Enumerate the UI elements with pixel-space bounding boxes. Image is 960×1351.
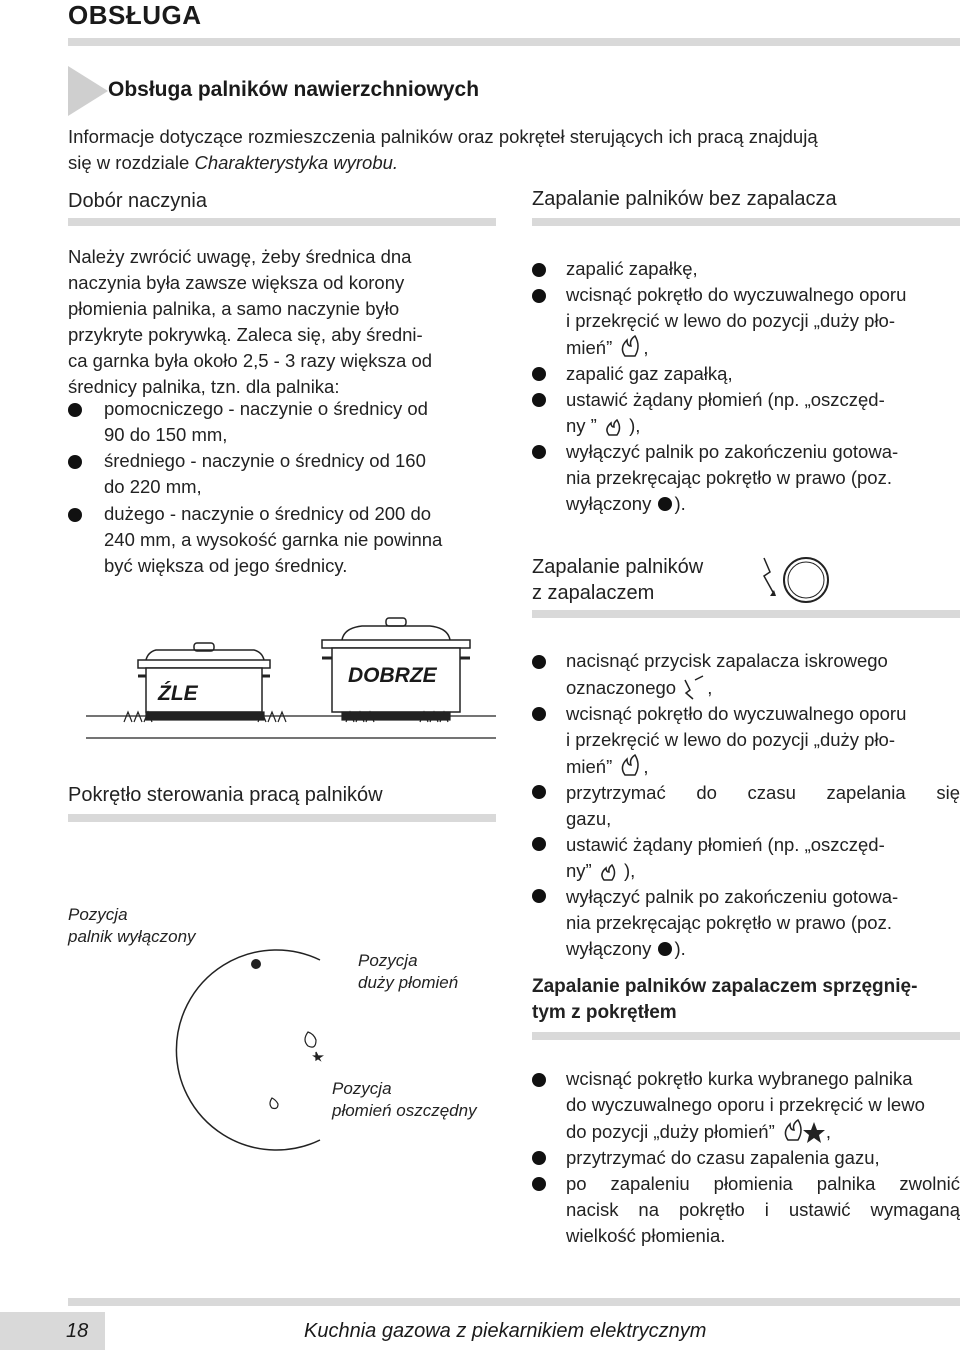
- left-bullet-3: dużego - naczynie o średnicy od 200 do 240 mm, a wysokość garnka nie powinna być większa od jego średnicy.: [104, 503, 443, 576]
- pot-comparison-illustration: [86, 612, 506, 748]
- header-rule: [68, 38, 960, 46]
- knob-heading: Pokrętło sterowania pracą palników: [68, 784, 383, 806]
- footer-bar: [68, 1298, 960, 1306]
- footer-page-box: [0, 1312, 105, 1350]
- flames-left-icon: [124, 712, 286, 722]
- bullet-dot: [532, 263, 546, 277]
- large-flame-star-icon: [305, 1032, 322, 1060]
- bullet-dot: [532, 393, 546, 407]
- section-triangle-icon: [68, 66, 108, 116]
- right-heading-3-rule: [532, 1032, 960, 1040]
- knob-off-label: Pozycja palnik wyłączony: [68, 905, 196, 946]
- bullet-dot: [532, 1177, 546, 1191]
- large-flame-icon: [617, 753, 643, 779]
- small-flame-icon: [597, 861, 619, 883]
- right-heading-2: Zapalanie palników z zapalaczem: [532, 556, 704, 604]
- off-dot-icon: [658, 497, 672, 511]
- bullet-dot: [532, 1151, 546, 1165]
- bullet-dot: [532, 1073, 546, 1087]
- large-flame-icon: [617, 334, 643, 360]
- left-bullet-2: średniego - naczynie o średnicy od 160 do 220 mm,: [104, 450, 426, 497]
- page-header-title: OBSŁUGA: [68, 0, 202, 30]
- off-dot-icon: [658, 942, 672, 956]
- small-flame-icon: [602, 416, 624, 438]
- knob-heading-rule: [68, 814, 496, 822]
- bullet-dot: [532, 707, 546, 721]
- bullet-dot: [532, 837, 546, 851]
- igniter-knob-icon: [752, 548, 832, 612]
- right-list-3: wcisnąć pokrętło kurka wybranego palnika do wyczuwalnego oporu i przekręcić w lewo do pozycji „duży płomień” , przytrzymać do czasu zapalenia gazu, po zapaleniu płomienia palnika zwolnić nacisk na pokrętło i ustawić wymaganą wielkość płomienia.: [566, 1068, 960, 1246]
- footer-page-number: 18: [66, 1320, 89, 1342]
- bullet-dot: [532, 889, 546, 903]
- flames-right-icon: [342, 712, 450, 722]
- intro-line-1: Informacje dotyczące rozmieszczenia palników oraz pokręteł sterujących ich pracą znajdują: [68, 126, 818, 147]
- section-title: Obsługa palników nawierzchniowych: [108, 78, 480, 101]
- right-heading-2-rule: [532, 610, 960, 618]
- knob-big-label: Pozycja duży płomień: [358, 951, 459, 992]
- large-flame-star-icon: [780, 1118, 826, 1144]
- off-position-dot-icon: [251, 959, 261, 969]
- knob-diagram: [170, 940, 360, 1170]
- left-heading-rule: [68, 218, 496, 226]
- footer-title: Kuchnia gazowa z piekarnikiem elektrycznym: [304, 1320, 707, 1342]
- bullet-dot: [532, 655, 546, 669]
- right-heading-1: Zapalanie palników bez zapalacza: [532, 188, 837, 210]
- bullet-dot: [532, 785, 546, 799]
- right-heading-3: Zapalanie palników zapalaczem sprzęgnię- tym z pokrętłem: [532, 976, 918, 1023]
- left-heading: Dobór naczynia: [68, 190, 207, 212]
- right-list-1: zapalić zapałkę, wcisnąć pokrętło do wyczuwalnego oporu i przekręcić w lewo do pozycji „duży pło- mień” , zapalić gaz zapałką, ustawić żądany płomień (np. „oszczęd- ny ” ), wyłączyć palnik po zakończeniu gotowa- nia przekręcając pokrętło w prawo (poz. wyłączony ).: [566, 258, 907, 514]
- knob-circle-icon: [176, 950, 320, 1150]
- left-paragraph: Należy zwrócić uwagę, żeby średnica dna naczynia była zawsze większa od korony płomienia palnika, a samo naczynie było przykryte pokrywką. Zaleca się, aby średni- ca garnka była około 2,5 - 3 razy większa od średnicy palnika, tzn. dla palnika:: [68, 246, 433, 397]
- justified-line: przytrzymać do czasu zapelania się: [566, 782, 960, 803]
- intro-text: [68, 124, 960, 176]
- right-heading-1-rule: [532, 218, 960, 226]
- pot-good-label: DOBRZE: [348, 664, 437, 687]
- bullet-dot: [532, 445, 546, 459]
- bullet-dot: [68, 455, 82, 469]
- bullet-dot: [532, 367, 546, 381]
- spark-icon: [681, 674, 707, 700]
- right-list-2: nacisnąć przycisk zapalacza iskrowego oznaczonego , wcisnąć pokrętło do wyczuwalnego oporu i przekręcić w lewo do pozycji „duży pło- mień” , przytrzymać do czasu zapelania się gazu, ustawić żądany płomień (np. „oszczęd- ny” ), wyłączyć palnik po zakończeniu gotowa- nia przekręcając pokrętło w prawo (poz. wyłączony ).: [566, 650, 960, 959]
- bullet-dot: [532, 289, 546, 303]
- bullet-dot: [68, 508, 82, 522]
- pot-bad-label: ŹLE: [158, 682, 198, 705]
- left-bullet-1: pomocniczego - naczynie o średnicy od 90 do 150 mm,: [104, 398, 428, 445]
- small-flame-icon: [270, 1098, 278, 1109]
- bullet-dot: [68, 403, 82, 417]
- intro-line-2: się w rozdziale Charakterystyka wyrobu.: [68, 152, 399, 173]
- knob-small-label: Pozycja płomień oszczędny: [332, 1079, 477, 1120]
